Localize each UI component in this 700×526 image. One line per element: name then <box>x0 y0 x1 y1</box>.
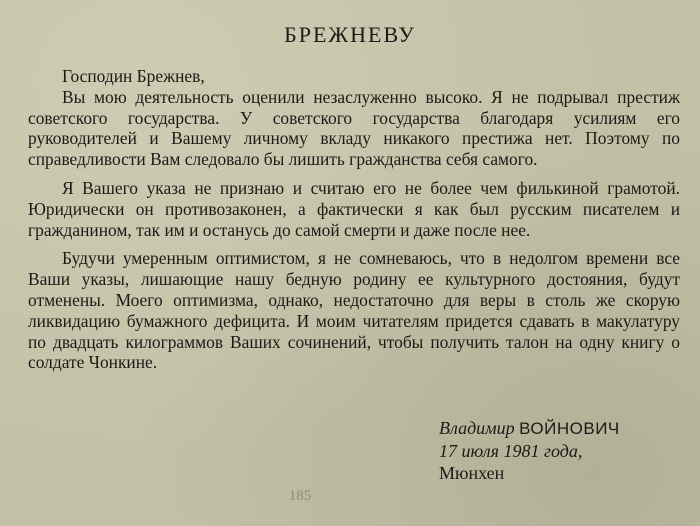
signature-date: 17 июля 1981 года, <box>439 441 583 461</box>
salutation: Господин Брежнев, <box>62 66 205 86</box>
letter-title: БРЕЖНЕВУ <box>284 22 416 47</box>
paragraph-2: Я Вашего указа не признаю и считаю его не более чем филькиной грамотой. Юридически он противозаконен, а фактически я как был русским писателем и гражданином, так им и останусь до самой смерти и даже после нее. <box>28 177 680 240</box>
letter-body <box>28 66 680 373</box>
paragraph-1: Вы мою деятельность оценили незаслуженно высоко. Я не подрывал престиж советского государства. У советского государства благодаря усилиям его руководителей и Вашему личному вкладу никакого престижа нет. Поэтому по справедливости Вам следовало бы лишить гражданства себя самого. <box>28 86 680 170</box>
paragraph-3: Будучи умеренным оптимистом, я не сомневаюсь, что в недолгом времени все Ваши указы, лишающие нашу бедную родину ее культурного достояния, будут отменены. Моего оптимизма, однако, недостаточно для веры в столь же скорую ликвидацию бумажного дефицита. И моим читателям придется сдавать в макулатуру по двадцать килограммов Ваших сочинений, чтобы получить талон на одну книгу о солдате Чонкине. <box>28 248 680 373</box>
page-number: 185 <box>288 488 312 504</box>
signature-name-line <box>439 417 694 440</box>
signature-first-name: Владимир <box>439 418 515 438</box>
signature-last-name: ВОЙНОВИЧ <box>519 419 620 438</box>
signature-block <box>439 417 694 484</box>
signature-place: Мюнхен <box>439 463 505 483</box>
